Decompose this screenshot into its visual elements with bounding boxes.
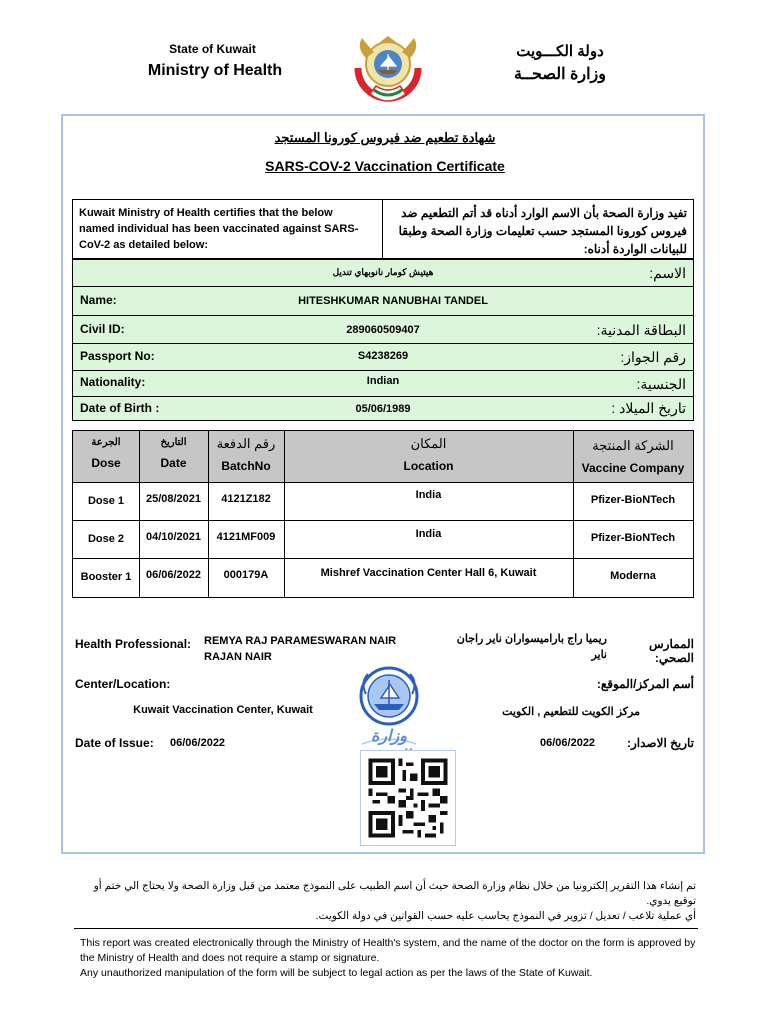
health-professional-value xyxy=(204,633,424,665)
intro-text-ar: تفيد وزارة الصحة بأن الاسم الوارد أدناه قد أتم التطعيم ضد فيروس كورونا المستجد حسب تعليمات وزارة الصحة وطبقا للبيانات الواردة أدناه: xyxy=(398,206,687,256)
dose-header-ar: الجرعة xyxy=(91,437,121,448)
table-row-location: India xyxy=(415,528,442,540)
disclaimer-ar-line1: تم إنشاء هذا التقرير إلكترونيا من خلال نظام وزارة الصحة حيث أن اسم الطبيب على النموذج معتمد من قبل وزارة الصحة ولا يحتاج الي ختم أو توقيع يدوي. xyxy=(93,880,696,907)
center-location-label: Center/Location: xyxy=(75,677,171,691)
table-row-date: 04/10/2021 xyxy=(145,531,202,543)
ministry-title-en: Ministry of Health xyxy=(147,62,283,79)
table-row-company: Pfizer-BioNTech xyxy=(590,532,676,544)
table-row-location: India xyxy=(415,489,442,501)
nationality-ar-label: الجنسية: xyxy=(636,376,686,392)
ministry-stamp-text: وزارة xyxy=(370,728,407,745)
table-row-date: 06/06/2022 xyxy=(145,569,202,581)
personal-info-table xyxy=(72,259,694,421)
kuwait-emblem-logo xyxy=(348,28,428,112)
dob-ar-label: تاريخ الميلاد : xyxy=(611,400,686,416)
info-row-name xyxy=(73,287,693,315)
table-row-company: Pfizer-BioNTech xyxy=(590,494,676,506)
date-header-en: Date xyxy=(160,456,187,470)
intro-text-en: Kuwait Ministry of Health certifies that the below named individual has been vaccinated against SARS-CoV-2 as detailed below: xyxy=(79,207,359,251)
info-row-dob xyxy=(73,397,693,421)
table-row-batch: 4121Z182 xyxy=(221,493,271,505)
table-row-batch: 000179A xyxy=(223,569,269,581)
health-professional-name-line2: RAJAN NAIR xyxy=(204,651,272,663)
state-title-en: State of Kuwait xyxy=(169,42,256,56)
info-row-name-ar xyxy=(73,260,693,286)
passport-label: Passport No: xyxy=(80,349,155,363)
health-professional-name-line1: REMYA RAJ PARAMESWARAN NAIR xyxy=(204,635,397,647)
disclaimer-en xyxy=(80,936,700,981)
center-location-value-ar: مركز الكويت للتطعيم , الكويت xyxy=(502,706,640,718)
certificate-title-ar: شهادة تطعيم ضد فيروس كورونا المستجد xyxy=(274,130,496,145)
date-header-ar: التاريخ xyxy=(160,437,187,448)
date-of-issue-label: Date of Issue: xyxy=(75,736,154,750)
name-label: Name: xyxy=(80,293,117,307)
disclaimer-ar-line2: أي عملية تلاعب / تعديل / تزوير في النموذج يحاسب عليه حسب القوانين في دولة الكويت. xyxy=(315,910,696,922)
civil-id-value: 289060509407 xyxy=(346,324,420,336)
batch-header-en: BatchNo xyxy=(221,459,271,473)
table-row-dose: Booster 1 xyxy=(80,571,132,583)
vaccination-doses-table xyxy=(72,430,694,598)
table-row-company: Moderna xyxy=(610,570,656,582)
name-ar-value: هيتيش كومار نانوبهاي تنديل xyxy=(332,267,434,277)
health-professional-value-ar xyxy=(445,631,607,663)
state-title-ar: دولة الكـــويت xyxy=(516,43,604,60)
location-header-ar: المكان xyxy=(410,436,447,451)
qr-code-frame xyxy=(360,750,456,846)
dose-header-en: Dose xyxy=(91,456,121,470)
qr-code-icon xyxy=(361,751,455,845)
date-of-issue-value-ar: 06/06/2022 xyxy=(540,737,596,749)
disclaimer-en-line2: Any unauthorized manipulation of the form will be subject to legal action as per the laws of the State of Kuwait. xyxy=(80,967,593,979)
date-of-issue-value: 06/06/2022 xyxy=(170,737,226,749)
disclaimer-divider xyxy=(74,928,698,929)
location-header-en: Location xyxy=(403,459,454,473)
date-of-issue-label-ar: تاريخ الاصدار: xyxy=(626,736,694,750)
health-professional-ar-line1: ريميا راج باراميسواران ناير راجان xyxy=(456,633,607,645)
nationality-label: Nationality: xyxy=(80,375,146,389)
ministry-title-ar: وزارة الصحــة xyxy=(514,66,606,83)
civil-id-ar-label: البطاقة المدنية: xyxy=(596,322,686,338)
name-value: HITESHKUMAR NANUBHAI TANDEL xyxy=(298,295,488,307)
batch-header-ar: رقم الدفعة xyxy=(216,436,276,451)
health-professional-label-ar: الممارس الصحي: xyxy=(649,637,694,665)
intro-box xyxy=(72,199,694,259)
dob-value: 05/06/1989 xyxy=(355,403,411,415)
company-header-ar: الشركة المنتجة xyxy=(592,438,674,453)
passport-ar-label: رقم الجواز: xyxy=(620,349,686,365)
info-row-civil-id xyxy=(73,316,693,343)
table-row-batch: 4121MF009 xyxy=(216,531,276,543)
disclaimer-ar xyxy=(80,879,696,924)
center-location-label-ar: أسم المركز/الموقع: xyxy=(596,677,694,691)
info-row-nationality xyxy=(73,371,693,396)
civil-id-label: Civil ID: xyxy=(80,322,125,336)
passport-value: S4238269 xyxy=(357,350,409,362)
table-row-dose: Dose 1 xyxy=(87,495,125,507)
table-row-location: Mishref Vaccination Center Hall 6, Kuwait xyxy=(320,567,537,579)
nationality-value: Indian xyxy=(366,375,400,387)
center-location-value: Kuwait Vaccination Center, Kuwait xyxy=(133,704,313,716)
health-professional-label: Health Professional: xyxy=(75,637,192,651)
company-header-en: Vaccine Company xyxy=(581,461,685,475)
health-professional-ar-line2: ناير xyxy=(591,649,607,661)
name-ar-label: الاسم: xyxy=(649,265,686,281)
certificate-title-en: SARS-COV-2 Vaccination Certificate xyxy=(265,158,505,174)
disclaimer-en-line1: This report was created electronically through the Ministry of Health's system, and the name of the doctor on the form is approved by the Ministry of Health and does not require a stamp or signature. xyxy=(80,937,696,964)
dob-label: Date of Birth : xyxy=(80,401,160,415)
info-row-passport xyxy=(73,344,693,370)
table-row-dose: Dose 2 xyxy=(87,533,125,545)
table-row-date: 25/08/2021 xyxy=(145,493,202,505)
